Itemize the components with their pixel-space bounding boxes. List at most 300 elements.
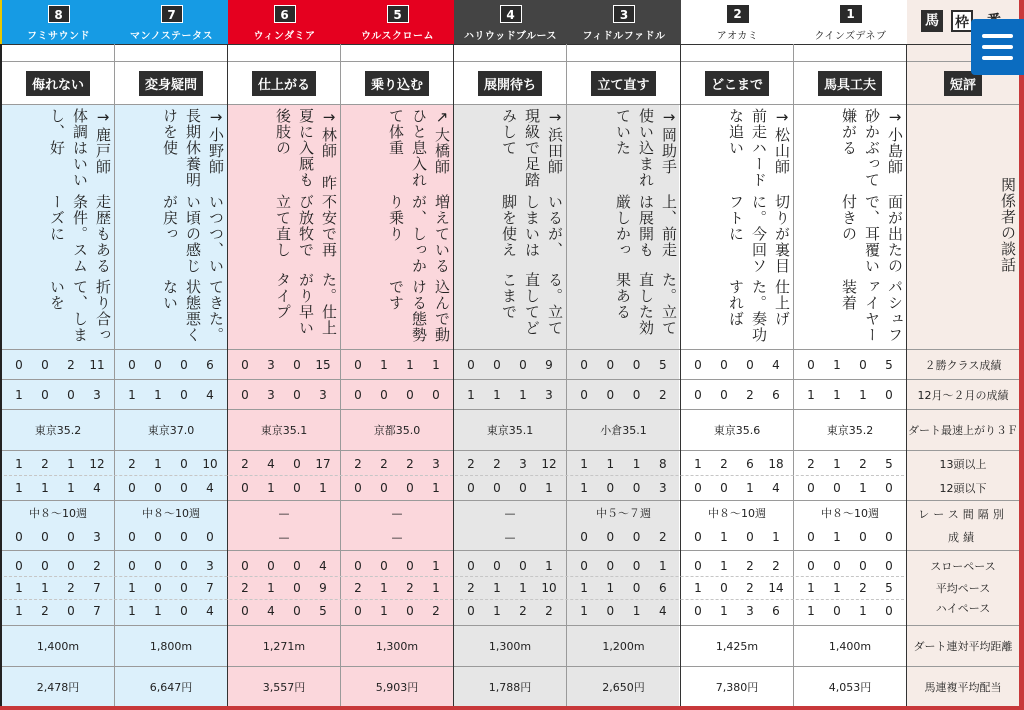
stat-value: 4 — [659, 604, 667, 618]
comment-line: 面が出たので、耳覆い付きの — [840, 194, 904, 274]
stat-row-high — [345, 599, 449, 623]
tag-cell — [567, 62, 680, 104]
stat-value: 0 — [67, 530, 75, 544]
stat-value: 1 — [694, 581, 702, 595]
dirt3f-value: 京都35.0 — [373, 424, 421, 437]
stat-row-winter — [685, 380, 789, 409]
stat-value: 1 — [632, 604, 641, 618]
comment-line: パシュファイヤー装着 — [840, 278, 904, 343]
stat-value: 0 — [606, 530, 615, 544]
stat-value: 0 — [807, 558, 815, 573]
stat-value: 0 — [41, 558, 49, 573]
interval-label: 中５～７週 — [596, 507, 651, 520]
stat-row-avg — [345, 577, 449, 599]
horse-name: クインズデネブ — [814, 31, 887, 42]
stat-value: 0 — [833, 481, 841, 495]
stat-value: 1 — [859, 604, 867, 618]
stat-value: 1 — [128, 387, 136, 402]
stat-value: 3 — [432, 456, 440, 471]
stat-value: 0 — [180, 357, 188, 372]
interval-label: — — [278, 506, 290, 520]
frame-label: 枠 — [951, 10, 973, 32]
stat-value: 0 — [885, 530, 893, 544]
stat-value: 3 — [93, 387, 101, 402]
horse-header-6[interactable] — [228, 0, 341, 44]
stat-value: 0 — [606, 604, 615, 618]
horse-name: フミサウンド — [27, 31, 90, 42]
horse-header-1[interactable] — [794, 0, 907, 44]
horse-number-badge: 4 — [500, 5, 522, 23]
stat-value: 2 — [746, 387, 754, 402]
stat-row-under12 — [798, 476, 902, 500]
stat-value: 0 — [15, 357, 23, 372]
stat-value: 7 — [206, 581, 214, 595]
horse-number-badge: 1 — [840, 5, 862, 23]
horse-header-8[interactable] — [2, 0, 115, 44]
stat-row-avg — [458, 577, 562, 599]
tag-badge: 展開待ち — [478, 71, 542, 96]
stat-value: 0 — [354, 604, 362, 618]
stat-row-avg — [685, 577, 789, 599]
comment-line: いるが、しまいは脚を使え — [500, 194, 564, 258]
dirt3f-value: 東京37.0 — [147, 424, 195, 437]
avg-payout: 6,647円 — [149, 680, 193, 694]
stat-value: 2 — [859, 456, 867, 471]
tag-badge: 立て直す — [591, 71, 655, 96]
stat-value: 3 — [267, 357, 275, 372]
avg-distance: 1,400m — [36, 639, 80, 653]
stat-value: 0 — [41, 357, 49, 372]
avg-payout: 7,380円 — [715, 680, 759, 694]
horse-header-2[interactable] — [681, 0, 794, 44]
comment-line: →小島師 砂かぶって嫌がる — [840, 108, 904, 191]
stat-value: 4 — [772, 481, 780, 495]
stat-value: 0 — [180, 558, 188, 573]
stat-value: 2 — [67, 581, 75, 595]
stat-value: 2 — [467, 456, 475, 471]
stat-value: 0 — [180, 481, 188, 495]
stat-value: 0 — [128, 481, 136, 495]
stat-row-class2 — [571, 350, 676, 379]
stat-value: 0 — [380, 387, 388, 402]
stat-value: 9 — [545, 357, 553, 372]
stat-value: 0 — [807, 357, 815, 372]
label-over13: 13頭以上 — [939, 457, 987, 471]
stat-value: 4 — [206, 387, 214, 402]
stat-value: 0 — [720, 481, 728, 495]
stat-value: 0 — [833, 604, 841, 618]
stat-value: 2 — [659, 530, 667, 544]
stat-value: 4 — [267, 456, 275, 471]
stat-value: 1 — [41, 581, 49, 595]
stat-row-under12 — [685, 476, 789, 500]
stat-value: 0 — [885, 558, 893, 573]
label-interval-1: レース間隔別 — [918, 508, 1008, 521]
stat-row-class2 — [798, 350, 902, 379]
stat-value: 0 — [241, 558, 249, 573]
stat-value: 0 — [606, 387, 615, 402]
stat-value: 6 — [206, 357, 214, 372]
stat-value: 2 — [67, 357, 75, 372]
horse-number-badge: 8 — [48, 5, 70, 23]
stat-value: 0 — [467, 357, 475, 372]
stat-value: 2 — [41, 604, 49, 618]
tag-cell — [115, 62, 227, 104]
interval-dash: — — [391, 530, 403, 544]
label-winter: 12月～２月の成績 — [917, 388, 1009, 402]
stat-row-slow — [685, 555, 789, 576]
stat-row-over13 — [6, 452, 110, 475]
avg-distance: 1,271m — [262, 639, 306, 653]
interval-label: — — [504, 506, 516, 520]
stat-value: 1 — [632, 456, 641, 471]
stat-value: 2 — [493, 456, 501, 471]
stat-value: 0 — [241, 357, 249, 372]
tag-cell — [794, 62, 906, 104]
stat-row-slow — [571, 555, 676, 576]
stat-value: 0 — [180, 387, 188, 402]
stat-value: 0 — [154, 558, 162, 573]
stat-value: 1 — [380, 357, 388, 372]
stat-value: 0 — [859, 357, 867, 372]
stat-value: 1 — [493, 604, 501, 618]
stat-value: 0 — [128, 530, 136, 544]
stat-value: 2 — [807, 456, 815, 471]
interval-label: 中８～10週 — [142, 507, 200, 520]
stat-value: 1 — [15, 581, 23, 595]
stat-value: 0 — [432, 387, 440, 402]
hamburger-menu-button[interactable] — [971, 19, 1024, 75]
stat-value: 0 — [128, 357, 136, 372]
stat-value: 3 — [319, 387, 327, 402]
stat-row-over13 — [571, 452, 676, 475]
avg-payout: 4,053円 — [828, 680, 872, 694]
stat-value: 1 — [720, 558, 728, 573]
comment-line: →岡助手 使い込まれていた — [614, 108, 678, 191]
stat-value: 1 — [580, 456, 588, 471]
stat-value: 0 — [493, 357, 501, 372]
stat-value: 0 — [206, 530, 214, 544]
tag-header-label: 短評 — [944, 71, 982, 96]
stat-value: 0 — [720, 357, 728, 372]
stat-value: 5 — [659, 357, 667, 372]
tag-cell — [341, 62, 453, 104]
stat-value: 0 — [632, 558, 641, 573]
stat-value: 6 — [659, 581, 667, 595]
horse-name: アオカミ — [716, 31, 759, 42]
stat-value: 0 — [354, 357, 362, 372]
stat-value: 0 — [493, 558, 501, 573]
tag-cell — [228, 62, 340, 104]
stat-value: 0 — [293, 481, 301, 495]
stat-row-interval — [685, 525, 789, 549]
stat-value: 1 — [319, 481, 327, 495]
stat-row-winter — [6, 380, 110, 409]
stat-value: 0 — [632, 387, 641, 402]
stat-value: 1 — [67, 456, 75, 471]
stat-value: 1 — [267, 581, 275, 595]
comment-cell — [454, 108, 566, 344]
stat-value: 0 — [241, 481, 249, 495]
stat-value: 1 — [807, 604, 815, 618]
stat-value: 3 — [519, 456, 527, 471]
stat-value: 1 — [67, 481, 75, 495]
comment-cell — [341, 108, 453, 344]
stat-row-class2 — [345, 350, 449, 379]
stat-value: 0 — [380, 558, 388, 573]
stat-value: 2 — [746, 558, 754, 573]
stat-value: 0 — [380, 481, 388, 495]
stat-value: 1 — [580, 604, 588, 618]
stat-row-over13 — [458, 452, 562, 475]
horse-name: マンノステータス — [130, 31, 213, 42]
horse-header-3[interactable] — [567, 0, 681, 44]
stat-value: 0 — [406, 481, 414, 495]
stat-row-class2 — [685, 350, 789, 379]
dirt3f-value: 東京35.1 — [486, 424, 534, 437]
divider — [2, 500, 1019, 501]
stat-value: 0 — [15, 530, 23, 544]
stat-row-avg — [571, 577, 676, 599]
divider — [2, 450, 1019, 451]
stat-value: 2 — [467, 581, 475, 595]
stat-value: 2 — [241, 581, 249, 595]
tag-badge: 仕上がる — [252, 71, 316, 96]
stat-value: 0 — [154, 357, 162, 372]
stat-value: 0 — [694, 604, 702, 618]
stat-value: 5 — [885, 357, 893, 372]
stat-row-class2 — [119, 350, 223, 379]
interval-label: 中８～10週 — [29, 507, 87, 520]
stat-row-over13 — [119, 452, 223, 475]
stat-value: 7 — [93, 604, 101, 618]
bottom-accent-bar — [0, 706, 1024, 710]
stat-value: 1 — [519, 581, 527, 595]
horse-header-7[interactable] — [115, 0, 228, 44]
stat-value: 2 — [859, 581, 867, 595]
avg-payout: 2,650円 — [602, 680, 645, 694]
stat-row-class2 — [6, 350, 110, 379]
stat-value: 1 — [380, 581, 388, 595]
divider — [2, 104, 1019, 105]
stat-value: 0 — [241, 387, 249, 402]
stat-value: 0 — [632, 481, 641, 495]
comment-cell — [2, 108, 114, 344]
stat-value: 1 — [833, 357, 841, 372]
stat-value: 0 — [606, 481, 615, 495]
stat-value: 4 — [93, 481, 101, 495]
stat-value: 2 — [545, 604, 553, 618]
stat-value: 0 — [746, 357, 754, 372]
stat-value: 12 — [89, 456, 105, 471]
stat-value: 1 — [15, 387, 23, 402]
comment-cell — [567, 108, 680, 344]
stat-value: 4 — [267, 604, 275, 618]
comment-line: 込んで動ける態勢です — [387, 278, 451, 343]
stat-value: 5 — [319, 604, 327, 618]
stat-value: 0 — [406, 604, 414, 618]
stat-row-winter — [119, 380, 223, 409]
stat-value: 1 — [432, 481, 440, 495]
stat-value: 0 — [41, 387, 49, 402]
stat-row-high — [6, 599, 110, 623]
tag-cell — [454, 62, 566, 104]
stat-row-slow — [458, 555, 562, 576]
stat-value: 0 — [128, 558, 136, 573]
stat-value: 0 — [354, 481, 362, 495]
stat-value: 11 — [89, 357, 105, 372]
avg-distance: 1,425m — [715, 639, 759, 653]
avg-distance: 1,300m — [375, 639, 419, 653]
label-under12: 12頭以下 — [939, 482, 987, 495]
comment-line: →松山師 前走ハードな追い — [727, 108, 791, 191]
stat-value: 0 — [293, 387, 301, 402]
tag-cell — [2, 62, 114, 104]
stat-value: 9 — [319, 581, 327, 595]
stat-value: 1 — [833, 387, 841, 402]
stat-value: 14 — [768, 581, 784, 595]
stat-value: 7 — [93, 581, 101, 595]
stat-value: 1 — [859, 387, 867, 402]
stat-value: 10 — [541, 581, 557, 595]
label-text: 関係者の談話 — [999, 177, 1017, 273]
stat-value: 1 — [41, 481, 49, 495]
tag-badge: 変身疑問 — [139, 71, 203, 96]
stat-row-avg — [119, 577, 223, 599]
stat-value: 0 — [15, 558, 23, 573]
hamburger-menu-icon — [982, 45, 1013, 49]
stat-value: 0 — [467, 604, 475, 618]
stat-value: 0 — [493, 481, 501, 495]
stat-value: 4 — [206, 481, 214, 495]
stat-value: 2 — [93, 558, 101, 573]
stat-value: 0 — [293, 357, 301, 372]
stat-row-over13 — [685, 452, 789, 475]
stat-value: 0 — [746, 530, 754, 544]
avg-payout: 1,788円 — [488, 680, 532, 694]
stat-value: 1 — [380, 604, 388, 618]
stat-value: 1 — [833, 456, 841, 471]
stat-value: 1 — [432, 581, 440, 595]
stat-row-class2 — [458, 350, 562, 379]
stat-row-under12 — [458, 476, 562, 500]
stat-value: 1 — [720, 530, 728, 544]
stat-value: 0 — [154, 481, 162, 495]
stat-value: 2 — [772, 558, 780, 573]
interval-dash: — — [504, 530, 516, 544]
comment-line: 折り合って、しまいを — [48, 278, 112, 343]
stat-row-interval — [6, 525, 110, 549]
stat-value: 0 — [293, 581, 301, 595]
label-dirt3f: ダート最速上がり３Ｆ — [908, 424, 1018, 437]
stat-value: 0 — [67, 604, 75, 618]
label-interval-2: 成績 — [948, 531, 978, 544]
stat-value: 0 — [580, 387, 588, 402]
stat-value: 1 — [859, 481, 867, 495]
stat-value: 1 — [128, 604, 136, 618]
comment-line: た。立て直した効果ある — [614, 272, 678, 337]
comment-header-label — [907, 150, 1019, 300]
dirt3f-value: 東京35.2 — [826, 424, 874, 437]
comment-cell — [681, 108, 793, 344]
dirt3f-value: 東京35.6 — [713, 424, 761, 437]
stat-row-slow — [6, 555, 110, 576]
stat-row-winter — [798, 380, 902, 409]
stat-value: 1 — [720, 604, 728, 618]
stat-row-slow — [798, 555, 902, 576]
horse-number-badge: 3 — [613, 5, 635, 23]
horse-header-5[interactable] — [341, 0, 454, 44]
stat-value: 3 — [545, 387, 553, 402]
label-avg: 平均ペース — [935, 582, 991, 595]
comment-line: 上、前走は展開も厳しかっ — [614, 194, 678, 258]
stat-value: 0 — [694, 387, 702, 402]
stat-value: 0 — [580, 530, 588, 544]
comment-line: →小野師 長期休養明けを使 — [161, 108, 225, 191]
stat-row-under12 — [571, 476, 676, 500]
stat-value: 0 — [694, 558, 702, 573]
stat-value: 1 — [746, 481, 754, 495]
stat-row-over13 — [345, 452, 449, 475]
stat-row-interval — [571, 525, 676, 549]
stat-value: 0 — [467, 558, 475, 573]
stat-value: 6 — [772, 387, 780, 402]
stat-value: 1 — [467, 387, 475, 402]
comment-line: →鹿戸師 体調はいいし、好 — [48, 108, 112, 191]
horse-header-4[interactable] — [454, 0, 567, 44]
stat-value: 4 — [772, 357, 780, 372]
comment-line: 切りが裏目に。今回ソフトに — [727, 194, 791, 274]
stat-value: 3 — [659, 481, 667, 495]
stat-value: 0 — [580, 558, 588, 573]
stat-value: 1 — [15, 604, 23, 618]
tag-badge: 侮れない — [26, 71, 90, 96]
stat-value: 1 — [833, 581, 841, 595]
stat-row-winter — [345, 380, 449, 409]
stat-row-over13 — [798, 452, 902, 475]
stat-row-high — [685, 599, 789, 623]
comment-line: →浜田師 現級で足踏みして — [500, 108, 564, 191]
stat-value: 0 — [180, 604, 188, 618]
stat-value: 2 — [720, 456, 728, 471]
stat-value: 0 — [632, 581, 641, 595]
stat-value: 2 — [354, 456, 362, 471]
stat-row-avg — [798, 577, 902, 599]
stat-value: 0 — [267, 558, 275, 573]
stat-value: 18 — [768, 456, 784, 471]
stat-value: 1 — [606, 581, 615, 595]
stat-value: 0 — [885, 387, 893, 402]
stat-value: 2 — [746, 581, 754, 595]
stat-row-high — [119, 599, 223, 623]
comment-line: 増えているが、しっかり乗り — [387, 194, 451, 274]
stat-row-winter — [458, 380, 562, 409]
comment-line: 不安で再び放牧で立て直し — [274, 194, 338, 258]
stat-value: 3 — [267, 387, 275, 402]
stat-value: 0 — [354, 387, 362, 402]
stat-value: 1 — [128, 581, 136, 595]
stat-value: 0 — [67, 387, 75, 402]
stat-value: 1 — [606, 456, 615, 471]
stat-row-high — [232, 599, 336, 623]
dirt3f-value: 小倉35.1 — [600, 424, 647, 437]
stat-value: 0 — [694, 357, 702, 372]
stat-value: 6 — [746, 456, 754, 471]
horse-name: ハリウッドブルース — [463, 31, 558, 42]
stat-value: 2 — [659, 387, 667, 402]
stat-value: 2 — [432, 604, 440, 618]
stat-value: 1 — [406, 357, 414, 372]
